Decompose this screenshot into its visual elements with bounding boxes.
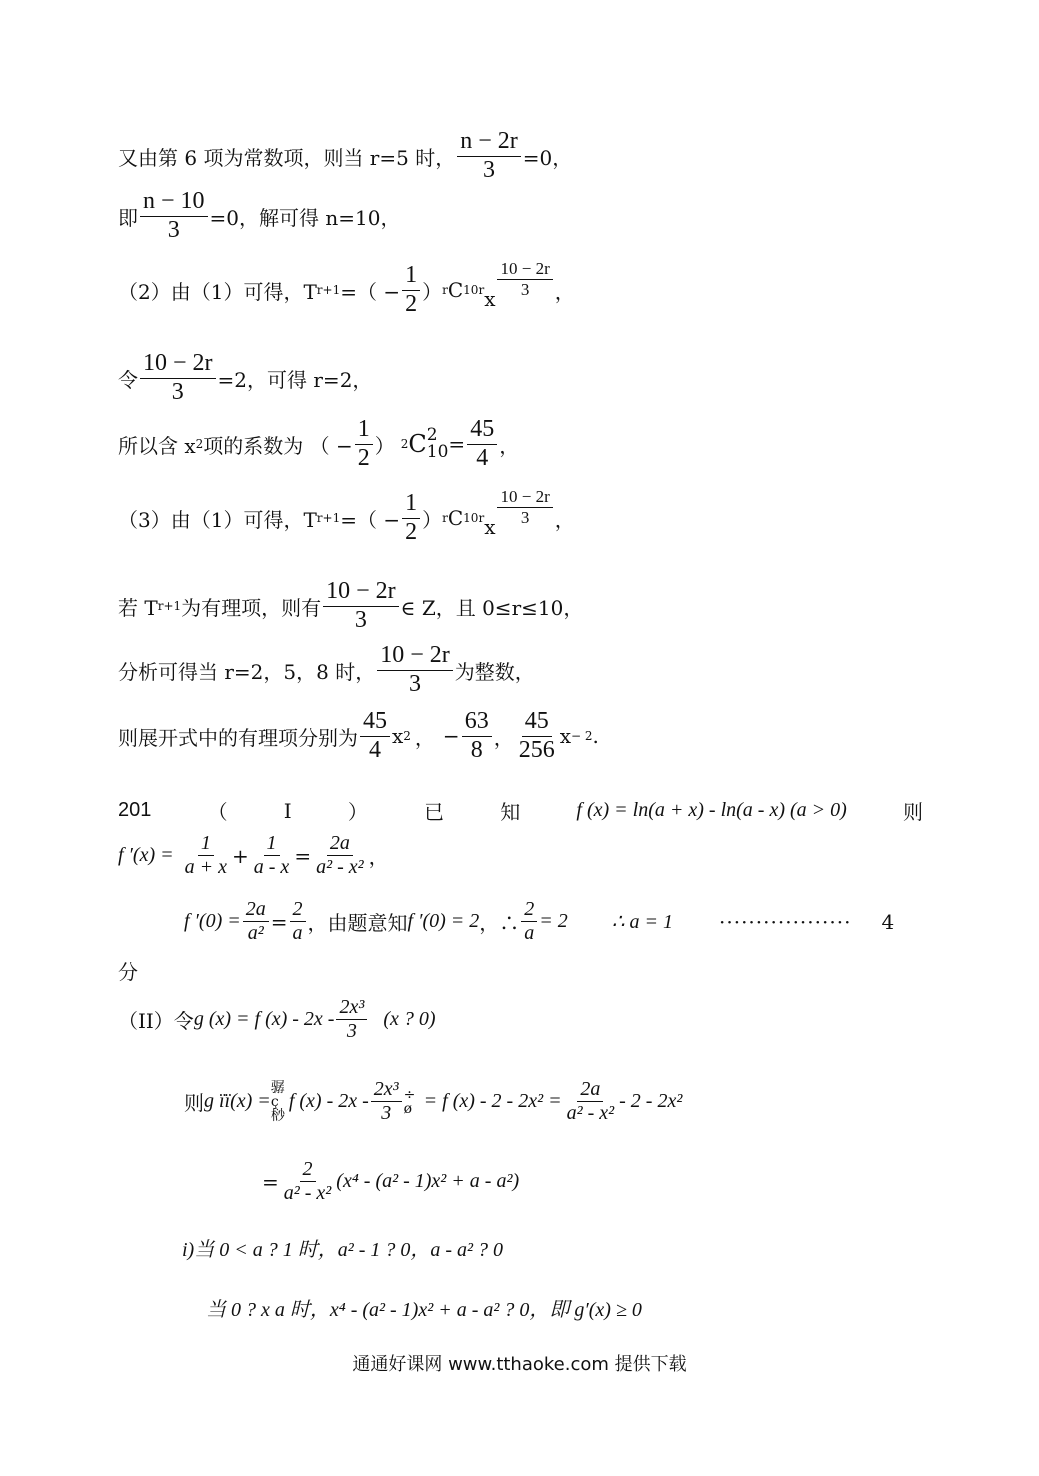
derivative-line: f ′(x) = $\frac{1}{a + x}$ + $\frac{1}{a - x}$ = $\frac{2a}{\text{a² - x²}}$ ， — [118, 832, 389, 878]
fraction: $\frac{n - 10}{3}$ — [140, 188, 208, 244]
line-3: （2）由（1）可得，T r+1 =（ − $\frac{1}{2}$ ） r C 10 r x $\frac{10 - 2r}{3}$ ， — [118, 259, 575, 317]
line-5: 所以含 x 2 项的系数为 （ − $\frac{1}{2}$ ） 2 C 2 10 = $\frac{45}{4}$ ， — [118, 416, 520, 471]
fraction: $\frac{2a}{\text{a² - x²}}$ — [316, 832, 364, 878]
fraction: $\frac{10 - 2r}{3}$ — [140, 350, 216, 406]
score-unit: 分 — [118, 960, 138, 984]
fraction: $\frac{1}{a + x}$ — [184, 832, 227, 878]
fraction: $\frac{10 - 2r}{3}$ — [323, 578, 399, 634]
fraction: $\frac{63}{8}$ — [462, 708, 492, 764]
line-8: 分析可得当 r=2，5，8 时， $\frac{10 - 2r}{3}$ 为整数， — [118, 642, 535, 697]
line-2: 即 $\frac{n - 10}{3}$ =0，解可得 n=10， — [118, 188, 401, 243]
fraction: $\frac{1}{2}$ — [402, 262, 420, 318]
fraction: $\frac{1}{2}$ — [355, 416, 373, 472]
fraction: $\frac{1}{2}$ — [402, 490, 420, 546]
fraction: $\frac{2a}{\text{a²}}$ — [243, 898, 269, 945]
fraction: $\frac{45}{256}$ — [518, 708, 555, 763]
fraction: $\frac{2}{\text{a² - x²}}$ — [283, 1158, 332, 1204]
fraction: $\frac{2}{a}$ — [521, 898, 537, 945]
line-6: （3）由（1）可得，T r+1 =（ − $\frac{1}{2}$ ） r C 10 r x $\frac{10 - 2r}{3}$ ， — [118, 487, 575, 545]
f-prime-zero-line: f ′(0) = $\frac{2a}{\text{a²}}$ = $\frac{2}{a}$ ，由题意知 f ′(0) = 2 ，∴ $\frac{2}{a}$ = 2 ∴ a = 1 ·················· 4 — [184, 898, 895, 944]
expanded-line: = $\frac{2}{\text{a² - x²}}$ (x⁴ - (a² - 1)x² + a - a²) — [262, 1158, 520, 1204]
case-i-line: i)当 0 < a ? 1 时，a² - 1 ? 0，a - a² ? 0 — [182, 1239, 504, 1261]
line-1: 又由第 6 项为常数项，则当 r=5 时， $\frac{n - 2r}{3}$ =0， — [118, 128, 573, 183]
fraction: $\frac{45}{4}$ — [360, 708, 390, 764]
fraction: $\frac{2a}{\text{a² - x²}}$ — [566, 1078, 615, 1124]
fraction: $\frac{2}{a}$ — [290, 898, 306, 945]
case-i-detail-line: 当 0 ? x a 时，x⁴ - (a² - 1)x² + a - a² ? 0，即 g′(x) ≥ 0 — [206, 1299, 642, 1321]
fraction: $\frac{n - 2r}{3}$ — [457, 128, 521, 184]
fraction: $\frac{\text{2x³}}{3}$ — [336, 996, 367, 1043]
fraction: $\frac{\text{2x³}}{3}$ — [371, 1078, 402, 1125]
text: 又由第 6 项为常数项，则当 r=5 时， — [118, 145, 456, 170]
footer-credit: 通通好课网 www.tthaoke.com 提供下载 — [352, 1354, 687, 1375]
fraction: $\frac{45}{4}$ — [467, 416, 497, 472]
part-ii-line: （II）令 g (x) = f (x) - 2x - $\frac{\text{2x³}}{3}$ (x ? 0) — [118, 996, 436, 1042]
fraction: $\frac{10 - 2r}{3}$ — [377, 642, 453, 698]
line-7: 若 T r+1 为有理项，则有 $\frac{10 - 2r}{3}$ ∈ Z，且 0≤r≤10， — [118, 578, 584, 633]
g-prime-line: 则 g ïï(x) = 骣 ç 桫 f (x) - 2x - $\frac{\text{2x³}}{3}$ ÷ ø = f (x) - 2 - 2x² = $\frac{2a}{\text{a² - x²}}$ - 2 - 2x² — [184, 1078, 683, 1124]
exponent-fraction: $\frac{10 - 2r}{3}$ — [497, 487, 552, 527]
fraction: $\frac{1}{a - x}$ — [253, 832, 290, 878]
exponent-fraction: $\frac{10 - 2r}{3}$ — [497, 259, 552, 299]
problem-201-line: 201 （ Ⅰ ） 已 知 f (x) = ln(a + x) - ln(a - x) (a > 0) 则 — [118, 798, 923, 824]
line-4: 令 $\frac{10 - 2r}{3}$ =2，可得 r=2， — [118, 350, 373, 405]
line-9: 则展开式中的有理项分别为 $\frac{45}{4}$ x 2 ， − $\frac{63}{8}$ ， $\frac{45}{256}$ x − 2 . — [118, 708, 599, 763]
